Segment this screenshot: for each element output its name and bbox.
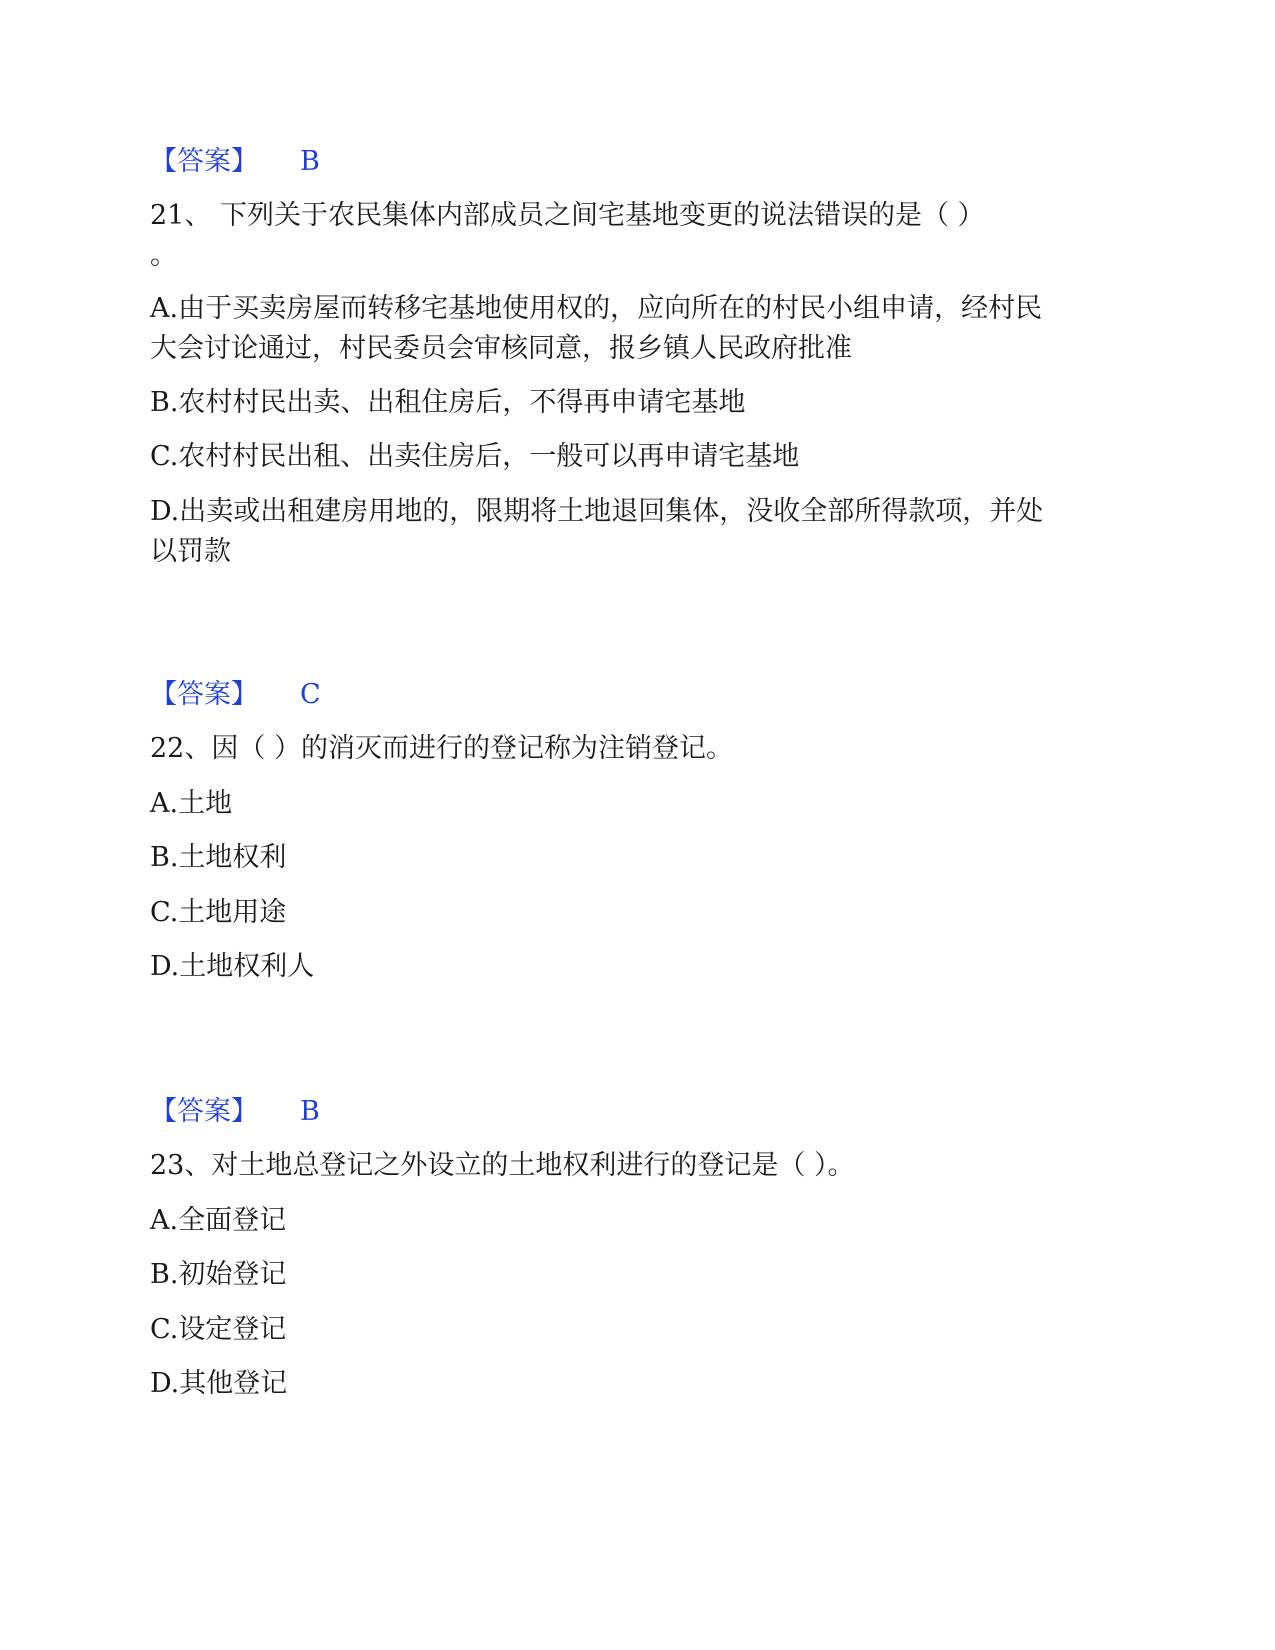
question-22-option-d: D.土地权利人 — [150, 951, 315, 982]
question-21-option-b: B.农村村民出卖、出租住房后，不得再申请宅基地 — [150, 387, 746, 418]
answer-label: 【答案】 — [150, 146, 258, 177]
answer-line-1 — [150, 142, 320, 182]
question-23-text: 23、对土地总登记之外设立的土地权利进行的登记是（ ）。 — [150, 1150, 855, 1181]
question-22-text: 22、因（ ）的消灭而进行的登记称为注销登记。 — [150, 733, 733, 764]
answer-line-2 — [150, 675, 321, 715]
question-21-option-d-line2: 以罚款 — [150, 536, 231, 567]
question-23-option-d: D.其他登记 — [150, 1368, 288, 1399]
question-23-option-b: B.初始登记 — [150, 1259, 287, 1290]
question-22-option-b: B.土地权利 — [150, 842, 287, 873]
answer-line-3 — [150, 1092, 320, 1132]
question-21-text: 21、 下列关于农民集体内部成员之间宅基地变更的说法错误的是（ ） — [150, 200, 985, 231]
answer-value: B — [300, 146, 320, 177]
answer-label: 【答案】 — [150, 679, 258, 710]
question-21-option-c: C.农村村民出租、出卖住房后，一般可以再申请宅基地 — [150, 441, 800, 472]
question-21-tail: 。 — [150, 240, 177, 271]
question-22-option-c: C.土地用途 — [150, 897, 287, 928]
question-21-option-a-line1: A.由于买卖房屋而转移宅基地使用权的，应向所在的村民小组申请，经村民 — [150, 293, 1043, 324]
question-22-option-a: A.土地 — [150, 788, 233, 819]
question-21-option-d-line1: D.出卖或出租建房用地的，限期将土地退回集体，没收全部所得款项，并处 — [150, 496, 1044, 527]
answer-value: B — [300, 1096, 320, 1127]
question-23-option-c: C.设定登记 — [150, 1314, 287, 1345]
answer-label: 【答案】 — [150, 1096, 258, 1127]
question-23-option-a: A.全面登记 — [150, 1205, 287, 1236]
question-21-option-a-line2: 大会讨论通过，村民委员会审核同意，报乡镇人民政府批准 — [150, 333, 852, 364]
answer-value: C — [300, 679, 321, 710]
